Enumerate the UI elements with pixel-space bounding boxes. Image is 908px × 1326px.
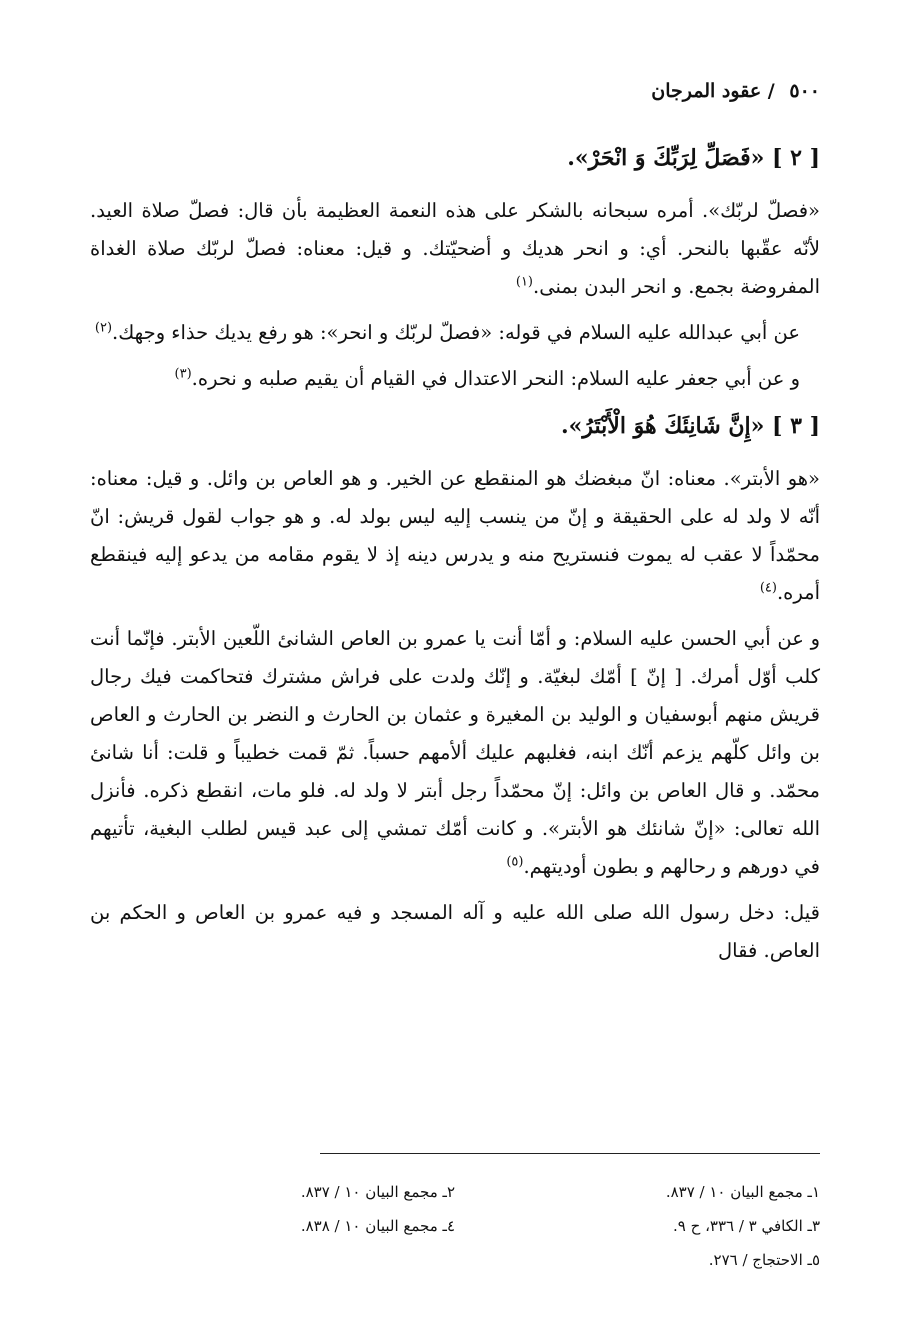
paragraph (90, 894, 820, 970)
book-title: عقود المرجان (651, 80, 762, 102)
footnote-item: ٥ـ الاحتجاج / ٢٧٦. (708, 1251, 820, 1269)
paragraph-text: و عن أبي جعفر عليه السلام: النحر الاعتدال في القيام أن يقيم صلبه و نحره. (191, 367, 800, 390)
paragraph-text: و عن أبي الحسن عليه السلام: و أمّا أنت يا عمرو بن العاص الشانئ اللّعين الأبتر. فإنّما أنت كلب أوّل أمرك. [ إنّ ] أمّك لبغيّة. و إنّك ولدت على فراش مشترك فتحاكمت فيك رجال قريش منهم أبوسفيان و الوليد بن المغيرة و عثمان بن الحارث و النضر بن الحارث و العاص بن وائل كلّهم يزعم أنّك ابنه، فغلبهم عليك ألأمهم حسباً. ثمّ قمت خطيباً و قلت: أنا شانئ محمّد. و قال العاص بن وائل: إنّ محمّداً رجل أبتر لا ولد له. فلو مات، انقطع ذكره. فأنزل الله تعالى: «إنّ شانئك هو الأبتر». و كانت أمّك تمشي إلى عبد قيس لطلب البغية، تأتيهم في دورهم و رحالهم و بطون أوديتهم. (90, 627, 820, 878)
footnote-reference: (٤) (759, 580, 777, 596)
paragraph (90, 192, 820, 306)
paragraph-text: «هو الأبتر». معناه: انّ مبغضك هو المنقطع عن الخير. و هو العاص بن وائل. و قيل: معناه: أنّه لا ولد له على الحقيقة و إنّ من ينسب إليه ليس بولد له. و هو جواب لقول قريش: انّ محمّداً لا عقب له يموت فنستريح منه و يدرس دينه إذ لا يقوم مقامه من يدعو إليه فينقطع أمره. (90, 467, 820, 604)
footnote-item: ١ـ مجمع البيان ١٠ / ٨٣٧. (665, 1183, 820, 1201)
footnotes (90, 1175, 820, 1277)
footnote-reference: (٣) (174, 366, 192, 382)
header-separator: / (767, 80, 775, 102)
page-body (90, 138, 820, 978)
paragraph-text: عن أبي عبدالله عليه السلام في قوله: «فصلّ لربّك و انحر»: هو رفع يديك حذاء وجهك. (112, 321, 800, 344)
footnote-reference: (١) (515, 274, 533, 290)
footnote-reference: (٢) (94, 320, 113, 336)
page-number: ٥٠٠ (789, 80, 820, 102)
footnote-item: ٣ـ الكافي ٣ / ٣٣٦، ح ٩. (673, 1217, 820, 1235)
paragraph-text: [ ٢ ] «فَصَلِّ لِرَبِّكَ وَ انْحَرْ». (567, 145, 820, 171)
paragraph-text: [ ٣ ] «إِنَّ شَانِئَكَ هُوَ الْأَبْتَرُ». (560, 413, 820, 439)
footnote-reference: (٥) (506, 854, 524, 870)
footnote-divider (320, 1153, 820, 1154)
verse-heading (90, 406, 820, 446)
paragraph (90, 460, 820, 612)
running-header (651, 80, 820, 102)
footnote-item: ٤ـ مجمع البيان ١٠ / ٨٣٨. (300, 1217, 455, 1235)
paragraph-text: قيل: دخل رسول الله صلى الله عليه و آله المسجد و فيه عمرو بن العاص و الحكم بن العاص. فقال (90, 901, 820, 962)
verse-heading (90, 138, 820, 178)
paragraph (90, 620, 820, 886)
paragraph (90, 314, 820, 352)
paragraph-text: «فصلّ لربّك». أمره سبحانه بالشكر على هذه النعمة العظيمة بأن قال: فصلّ صلاة العيد. لأنّه عقّبها بالنحر. أي: و انحر هديك و أضحيّتك. و قيل: معناه: فصلّ لربّك صلاة الغداة المفروضة بجمع. و انحر البدن بمنى. (90, 199, 820, 298)
paragraph (90, 360, 820, 398)
footnote-item: ٢ـ مجمع البيان ١٠ / ٨٣٧. (300, 1183, 455, 1201)
